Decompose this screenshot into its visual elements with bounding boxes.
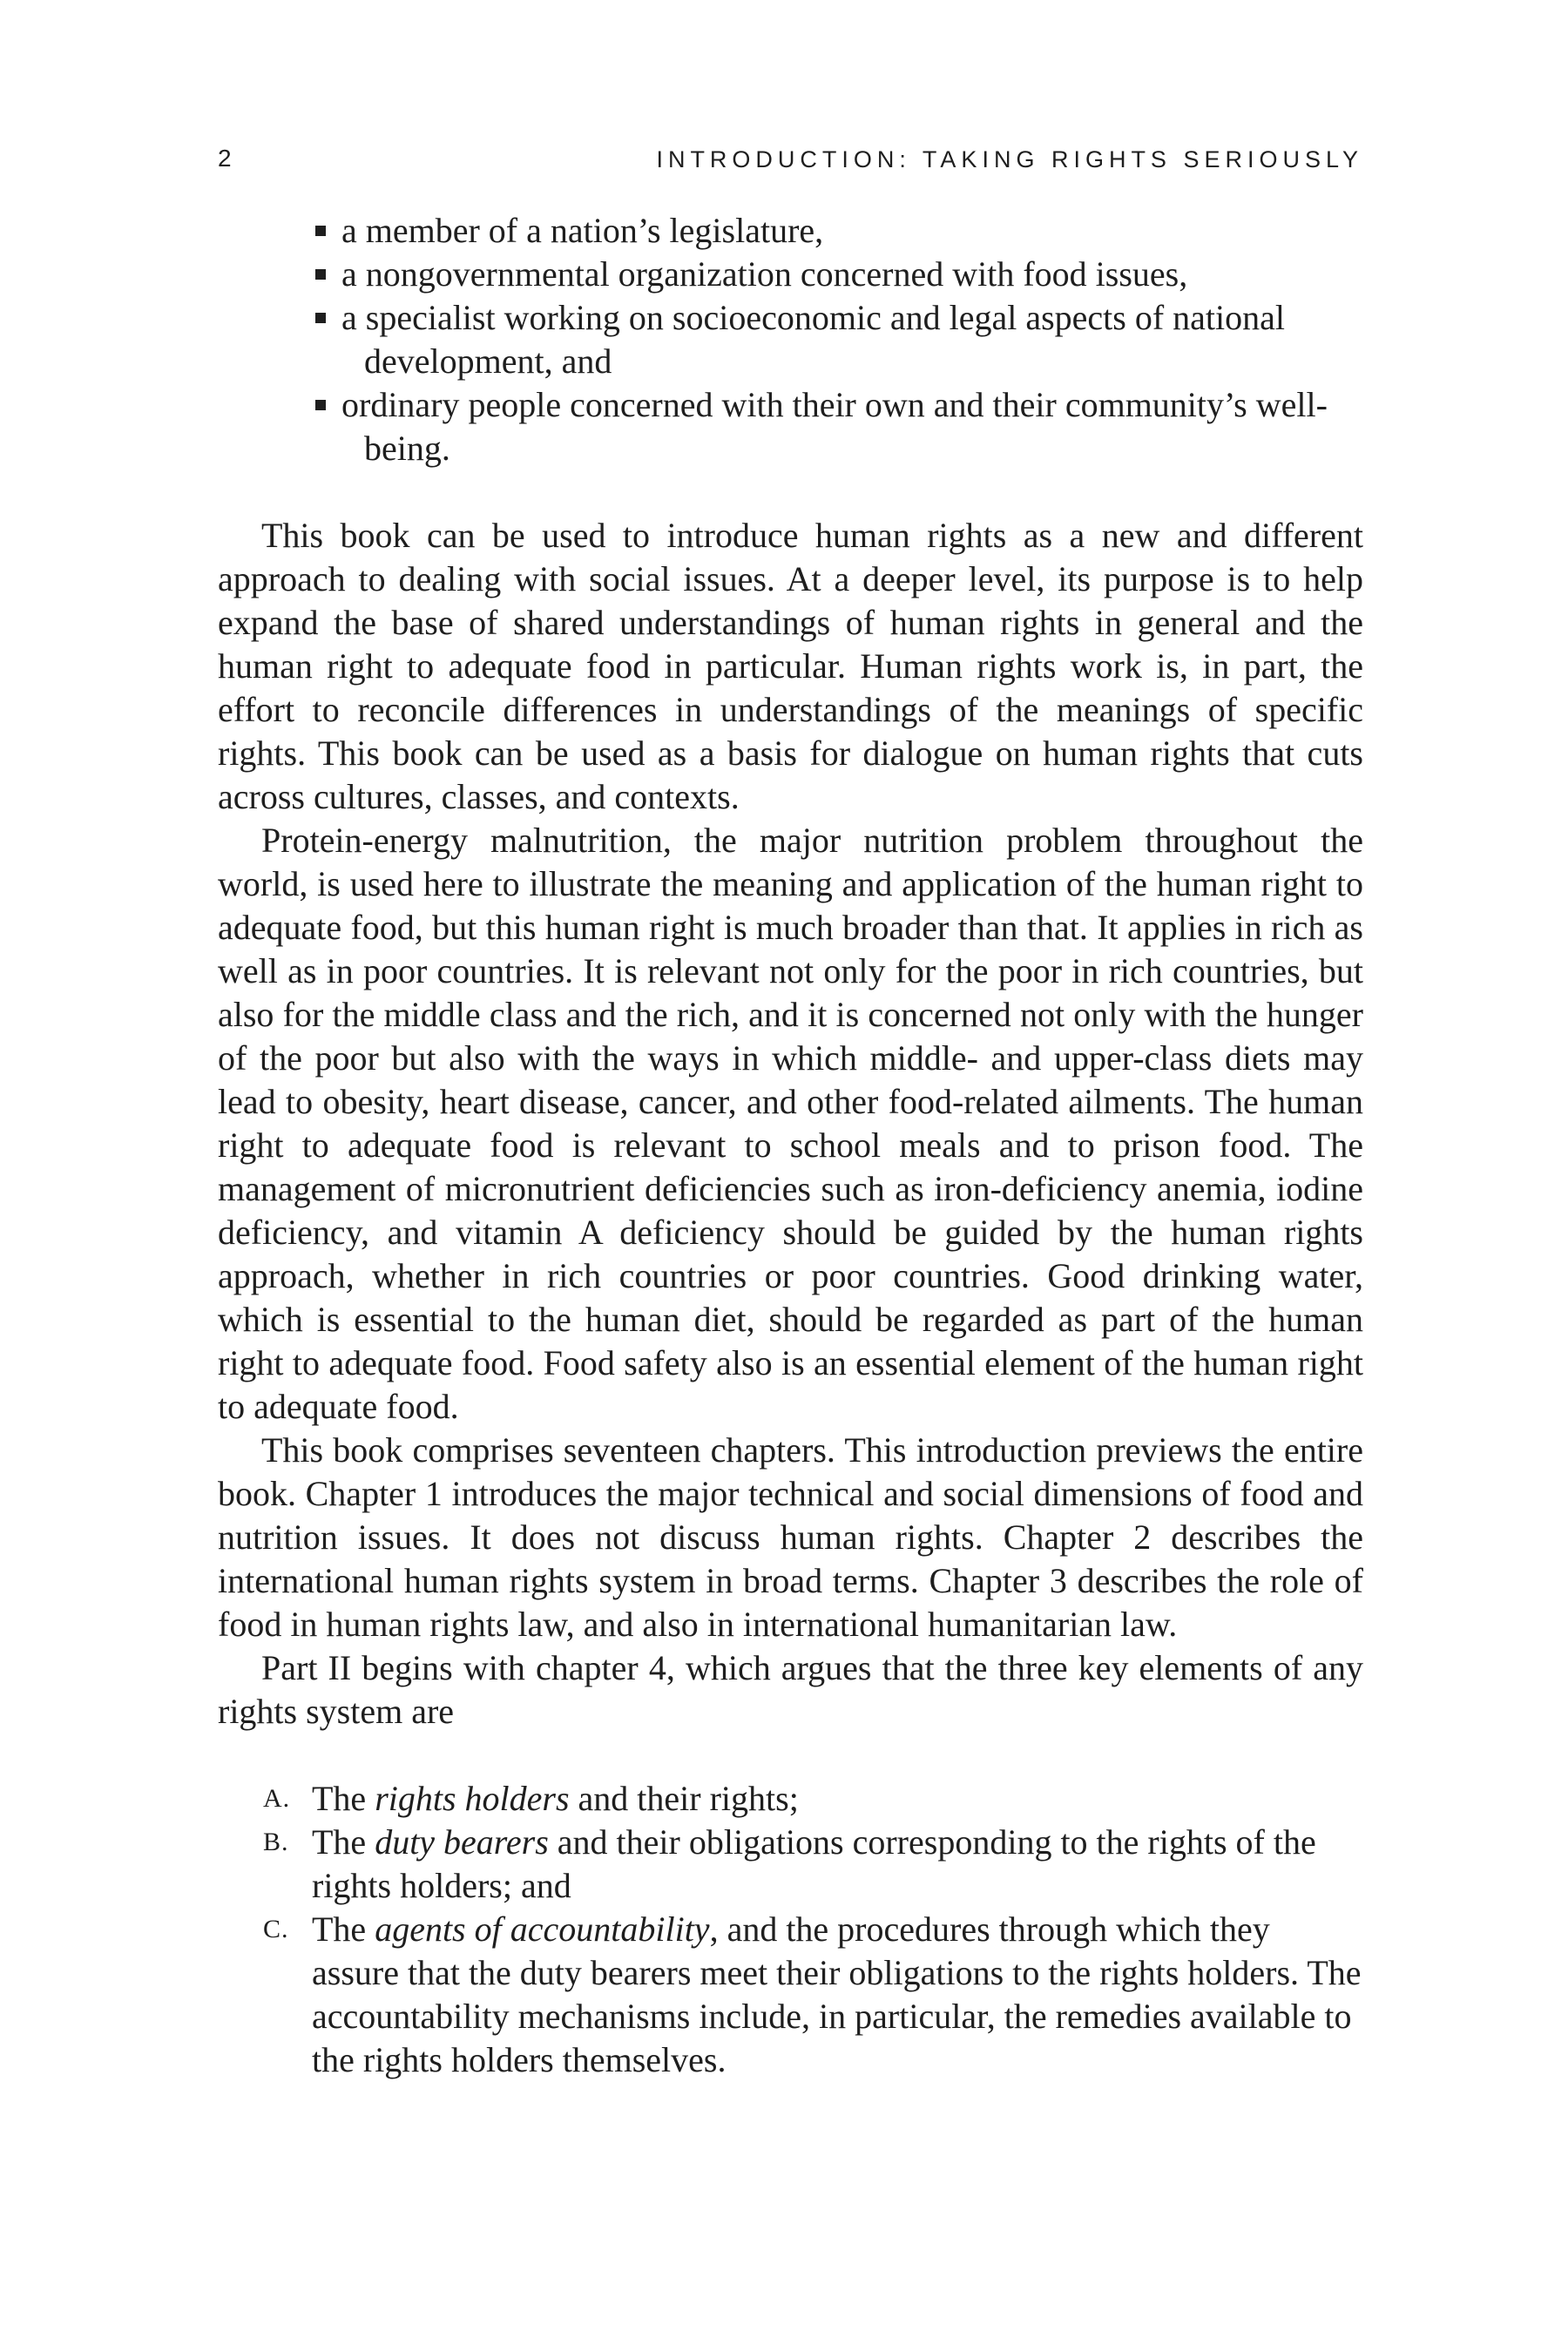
- list-item: B. The duty bearers and their obligations corresponding to the rights of the rights holders; and: [263, 1822, 1316, 1905]
- audience-list: [218, 209, 1363, 470]
- square-bullet-icon: [315, 400, 326, 410]
- paragraph: This book can be used to introduce human rights as a new and different approach to dealing with social issues. At a deeper level, its purpose is to help expand the base of shared understandings of human rights in general and the human right to adequate food in particular. Human rights work is, in part, the effort to reconcile differences in understandings of the meanings of specific rights. This book can be used as a basis for dialogue on human rights that cuts across cultures, classes, and contexts.: [218, 516, 1363, 816]
- square-bullet-icon: [315, 269, 326, 280]
- list-item: a nongovernmental organization concerned with food issues,: [315, 253, 1363, 296]
- running-head-title: INTRODUCTION: TAKING RIGHTS SERIOUSLY: [656, 146, 1363, 172]
- running-head: [218, 131, 1363, 183]
- rights-system-elements: [218, 1777, 1363, 2082]
- body-text: [218, 514, 1363, 1734]
- key-term: rights holders: [375, 1779, 570, 1818]
- paragraph: Part II begins with chapter 4, which argues that the three key elements of any rights system are: [218, 1648, 1363, 1731]
- paragraph: Protein-energy malnutrition, the major nutrition problem throughout the world, is used here to illustrate the meaning and application of the human right to adequate food, but this human right is much broader than that. It applies in rich as well as in poor countries. It is relevant not only for the poor in rich countries, but also for the middle class and the rich, and it is concerned not only with the hunger of the poor but also with the ways in which middle- and upper-class diets may lead to obesity, heart disease, cancer, and other food-related ailments. The human right to adequate food is relevant to school meals and to prison food. The management of micronutrient deficiencies such as iron-deficiency anemia, iodine deficiency, and vitamin A deficiency should be guided by the human rights approach, whether in rich countries or poor countries. Good drinking water, which is essential to the human diet, should be regarded as part of the human right to adequate food. Food safety also is an essential element of the human right to adequate food.: [218, 821, 1363, 1426]
- list-item: a member of a nation’s legislature,: [315, 209, 1363, 253]
- page-number: 2: [218, 145, 233, 172]
- book-page: [218, 131, 1363, 2082]
- square-bullet-icon: [315, 313, 326, 323]
- list-item: a specialist working on socioeconomic and legal aspects of national development, and: [315, 296, 1363, 383]
- list-item: C. The agents of accountability, and the procedures through which they assure that the duty bearers meet their obligations to the rights holders. The accountability mechanisms include, in particular, the remedies available to the rights holders themselves.: [263, 1909, 1362, 2079]
- list-marker: B.: [263, 1828, 289, 1856]
- key-term: duty bearers: [375, 1822, 549, 1862]
- paragraph: This book comprises seventeen chapters. This introduction previews the entire book. Chapter 1 introduces the major technical and social dimensions of food and nutrition issues. It does not discuss human rights. Chapter 2 describes the international human rights system in broad terms. Chapter 3 describes the role of food in human rights law, and also in international humanitarian law.: [218, 1430, 1363, 1644]
- list-item: A. The rights holders and their rights;: [263, 1777, 1363, 1821]
- list-item: ordinary people concerned with their own and their community’s well-being.: [315, 383, 1363, 470]
- square-bullet-icon: [315, 226, 326, 236]
- list-marker: C.: [263, 1915, 289, 1943]
- list-marker: A.: [263, 1784, 291, 1813]
- key-term: agents of accountability: [375, 1909, 710, 1949]
